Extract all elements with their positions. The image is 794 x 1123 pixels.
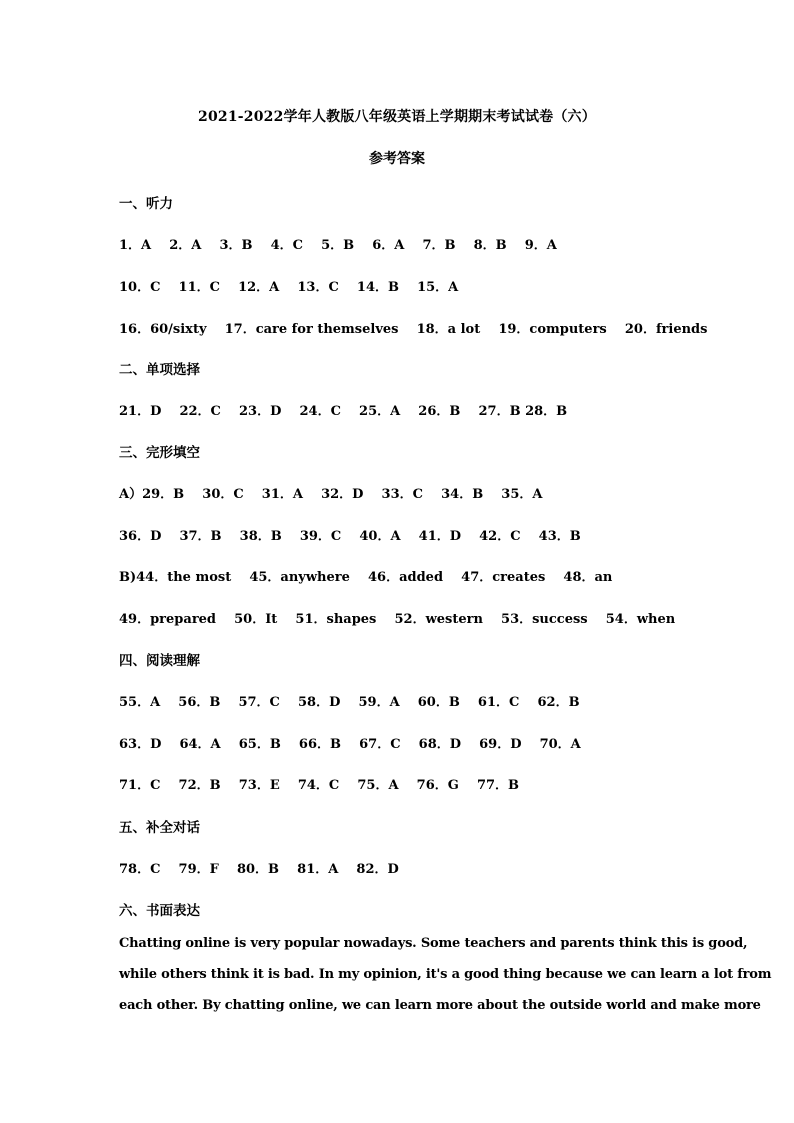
answer-line: 21．D 22．C 23．D 24．C 25．A 26．B 27．B 28．B	[119, 404, 568, 419]
answer-line: A）29．B 30．C 31．A 32．D 33．C 34．B 35．A	[119, 487, 543, 502]
section-heading-single-choice: 二、单项选择	[119, 362, 200, 378]
answer-line: 36．D 37．B 38．B 39．C 40．A 41．D 42．C 43．B	[119, 529, 581, 544]
essay-line: each other. By chatting online, we can learn more about the outside world and make more	[119, 998, 761, 1013]
answer-line: 16．60/sixty 17．care for themselves 18．a lot 19．computers 20．friends	[119, 322, 708, 337]
section-heading-cloze: 三、完形填空	[119, 445, 200, 461]
answer-line: 55．A 56．B 57．C 58．D 59．A 60．B 61．C 62．B	[119, 695, 580, 710]
essay-line: Chatting online is very popular nowadays. Some teachers and parents think this is good,	[119, 936, 748, 951]
answer-line: 1．A 2．A 3．B 4．C 5．B 6．A 7．B 8．B 9．A	[119, 238, 557, 253]
answer-line: 10．C 11．C 12．A 13．C 14．B 15．A	[119, 280, 459, 295]
section-heading-writing: 六、书面表达	[119, 903, 200, 919]
section-heading-dialogue: 五、补全对话	[119, 820, 200, 836]
answer-line: 78．C 79．F 80．B 81．A 82．D	[119, 862, 399, 877]
document-title: 2021-2022学年人教版八年级英语上学期期末考试试卷（六）	[198, 109, 596, 125]
essay-line: while others think it is bad. In my opinion, it's a good thing because we can learn a lot from	[119, 967, 772, 982]
section-heading-listening: 一、听力	[119, 196, 173, 212]
answer-line: 49．prepared 50．It 51．shapes 52．western 53．success 54．when	[119, 612, 676, 627]
answer-line: 63．D 64．A 65．B 66．B 67．C 68．D 69．D 70．A	[119, 737, 581, 752]
answer-line: B)44．the most 45．anywhere 46．added 47．creates 48．an	[119, 570, 613, 585]
document-subtitle: 参考答案	[369, 151, 425, 167]
answer-line: 71．C 72．B 73．E 74．C 75．A 76．G 77．B	[119, 778, 520, 793]
section-heading-reading: 四、阅读理解	[119, 653, 200, 669]
